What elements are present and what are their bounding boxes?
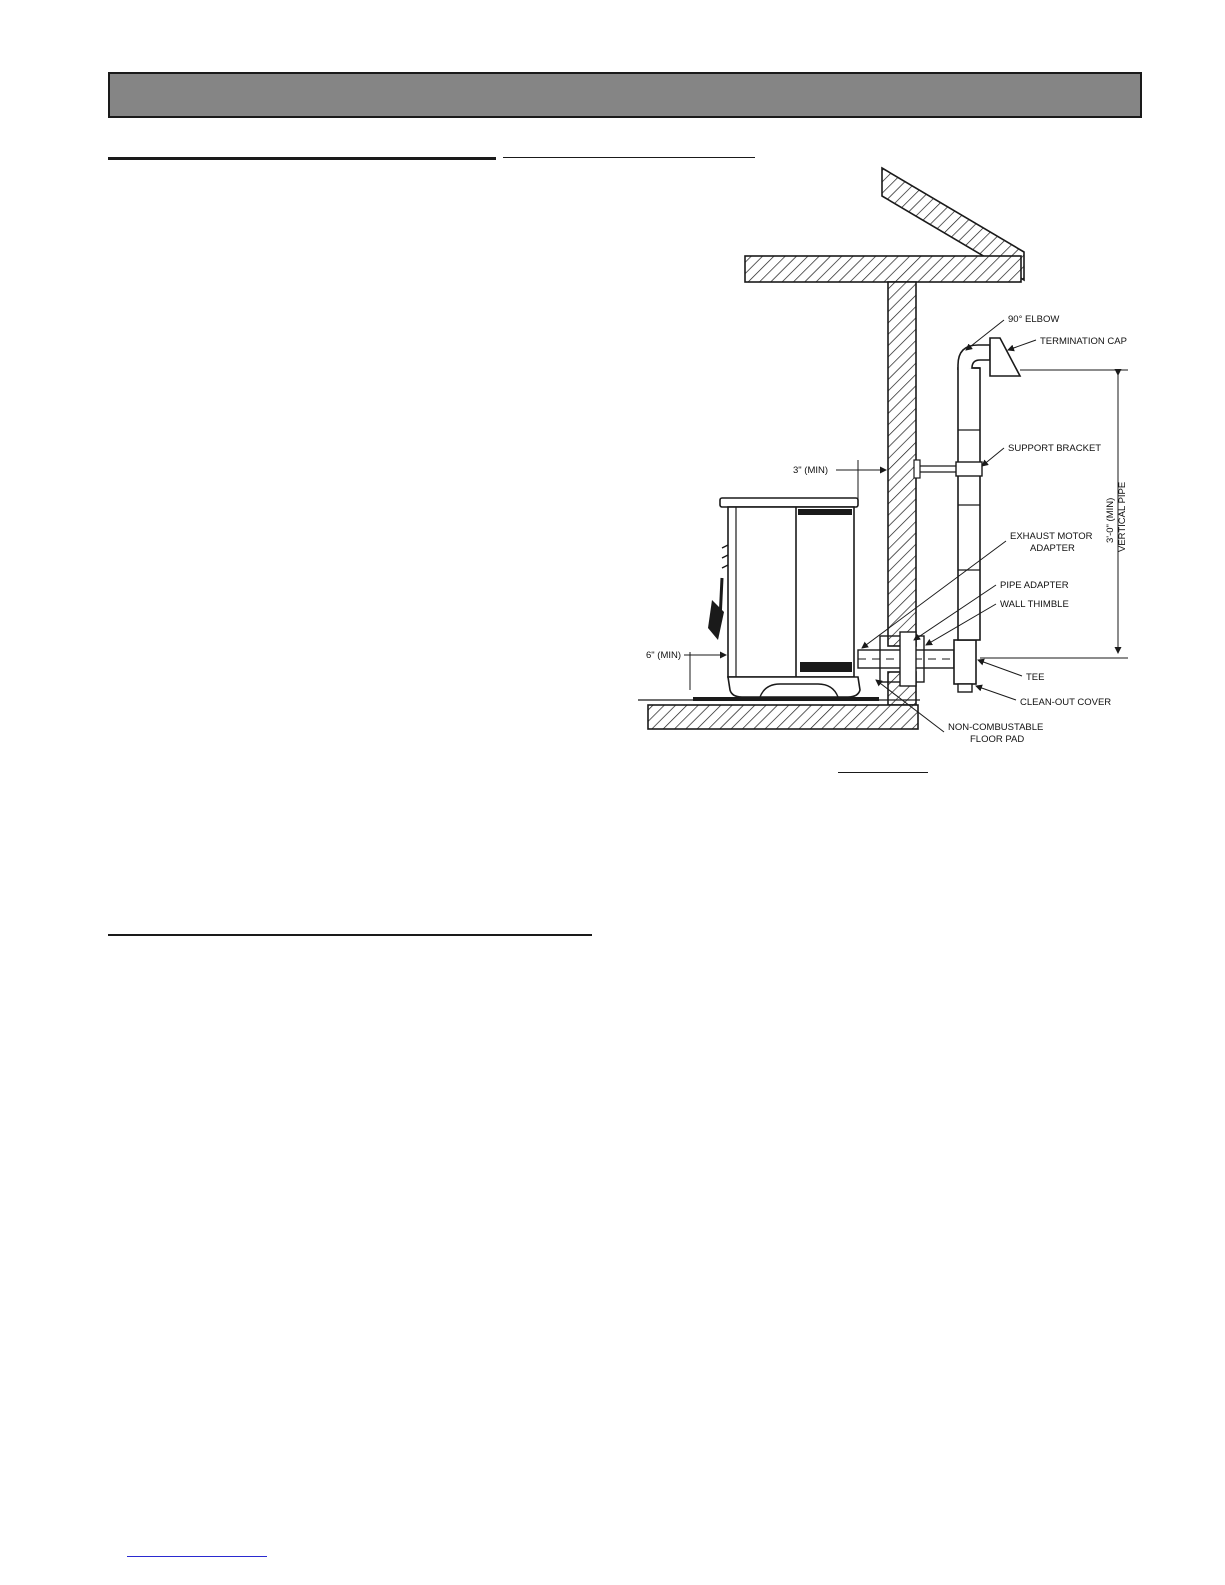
tee [954, 640, 976, 684]
clean-out-cover [958, 684, 972, 692]
label-wall-thimble: WALL THIMBLE [1000, 599, 1069, 610]
label-pipe-adapter: PIPE ADAPTER [1000, 580, 1069, 591]
label-support-bracket: SUPPORT BRACKET [1008, 443, 1102, 454]
label-wall-clearance: 3" (MIN) [793, 465, 829, 476]
label-exhaust-motor-line2: ADAPTER [1030, 543, 1075, 554]
floor [648, 705, 918, 729]
label-termination-cap: TERMINATION CAP [1040, 336, 1127, 347]
label-floor-pad-line1: NON-COMBUSTABLE [948, 722, 1044, 733]
wall [888, 282, 916, 646]
pipe-adapter [900, 632, 916, 686]
support-bracket [956, 462, 982, 476]
label-front-clearance: 6" (MIN) [646, 650, 682, 661]
label-clean-out-cover: CLEAN-OUT COVER [1020, 697, 1112, 708]
label-vertical-pipe-line2: VERTICAL PIPE [1117, 481, 1128, 552]
ceiling [745, 256, 1021, 282]
termination-cap [990, 338, 1020, 376]
elbow-90 [958, 345, 990, 370]
label-vertical-pipe-line1: 3'-0" (MIN) [1105, 497, 1116, 543]
label-floor-pad-line2: FLOOR PAD [970, 734, 1025, 745]
label-exhaust-motor-line1: EXHAUST MOTOR [1010, 531, 1093, 542]
label-tee: TEE [1026, 672, 1045, 683]
label-90-elbow: 90° ELBOW [1008, 314, 1060, 325]
pellet-stove [708, 498, 860, 697]
vertical-vent-pipe [958, 368, 980, 640]
